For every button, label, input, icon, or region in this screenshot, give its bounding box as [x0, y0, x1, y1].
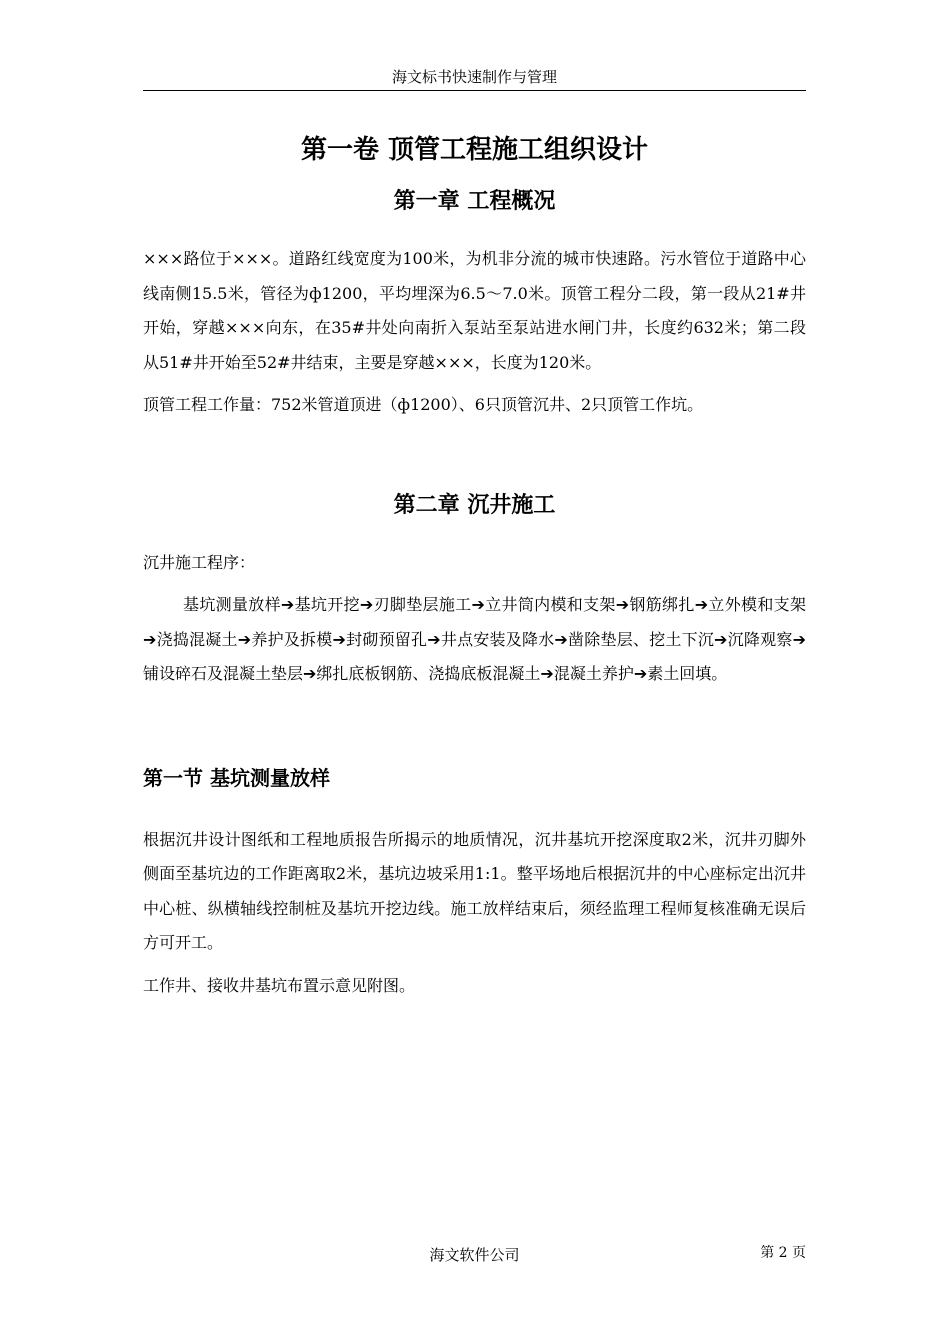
footer-company: 海文软件公司	[429, 1246, 520, 1264]
chapter2-intro: 沉井施工程序：	[143, 552, 256, 572]
section1-paragraph-1: 根据沉井设计图纸和工程地质报告所揭示的地质情况，沉井基坑开挖深度取2米，沉井刃脚外侧面至基坑边的工作距离取2米，基坑边坡采用1:1。整平场地后根据沉井的中心座标定出沉井中心桩、纵横轴线控制桩及基坑开挖边线。施工放样结束后，须经监理工程师复核准确无误后方可开工。	[143, 829, 806, 952]
chapter1-paragraph-1: ×××路位于×××。道路红线宽度为100米，为机非分流的城市快速路。污水管位于道路中心线南侧15.5米，管径为ф1200，平均埋深为6.5～7.0米。顶管工程分二段，第一段从21#井开始，穿越×××向东，在35#井处向南折入泵站至泵站进水闸门井，长度约632米；第二段从51#井开始至52#井结束，主要是穿越×××，长度为120米。	[143, 249, 806, 372]
chapter1-paragraph-2: 顶管工程工作量：752米管道顶进（ф1200）、6只顶管沉井、2只顶管工作坑。	[143, 395, 704, 414]
page-number: 第 2 页	[760, 1245, 806, 1261]
section1-title: 第一节 基坑测量放样	[143, 765, 330, 790]
volume-title: 第一卷 顶管工程施工组织设计	[300, 135, 649, 165]
chapter1-title: 第一章 工程概况	[393, 189, 556, 214]
page-header: 海文标书快速制作与管理	[391, 68, 557, 86]
header-divider	[143, 90, 806, 91]
page-content	[143, 128, 806, 1003]
section1-paragraph-2: 工作井、接收井基坑布置示意见附图。	[143, 975, 416, 995]
chapter2-title: 第二章 沉井施工	[393, 492, 556, 518]
chapter2-procedure: 基坑测量放样➔基坑开挖➔刃脚垫层施工➔立井筒内模和支架➔钢筋绑扎➔立外模和支架➔浇捣混凝土➔养护及拆模➔封砌预留孔➔井点安装及降水➔凿除垫层、挖土下沉➔沉降观察➔铺设碎石及混凝土垫层➔绑扎底板钢筋、浇捣底板混凝土➔混凝土养护➔素土回填。	[143, 595, 806, 683]
